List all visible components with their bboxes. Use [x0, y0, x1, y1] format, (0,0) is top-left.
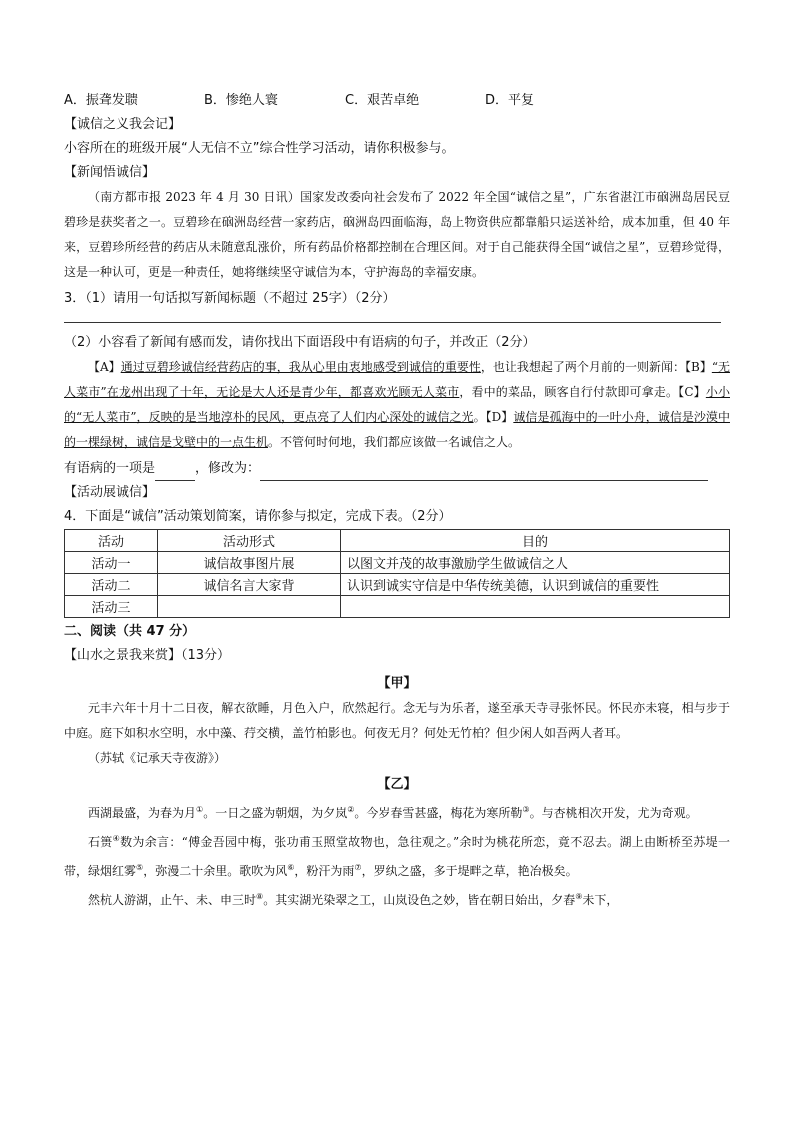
answer-line-3-1[interactable] — [64, 321, 721, 323]
sentence-a: 通过豆碧珍诚信经营药店的事，我从心里由衷地感受到诚信的重要性 — [120, 360, 481, 374]
yi-label: 【乙】 — [377, 777, 417, 792]
footnote-mark: ② — [347, 805, 355, 814]
section-reading-heading: 二、阅读（共 47 分） — [64, 624, 196, 639]
sentence-d-tag: 【D】 — [485, 410, 514, 424]
jia-source: （苏轼《记承天寺夜游》） — [88, 751, 227, 765]
section-activity-heading: 【活动展诚信】 — [64, 485, 156, 500]
answer-mid: ，修改为： — [195, 461, 261, 476]
yi-text: ，弥漫二十余里。歌吹为风 — [143, 864, 288, 878]
table-cell-blank[interactable] — [341, 596, 730, 618]
sentence-c-tag: 【C】 — [678, 385, 706, 399]
yi-text: 未下， — [582, 893, 619, 907]
table-cell: 活动三 — [65, 596, 158, 618]
option-b: B．惨绝人寰 — [204, 93, 278, 108]
yi-text: 。与杏桃相次开发，尤为奇观。 — [529, 806, 698, 820]
table-cell: 诚信名言大家背 — [158, 574, 341, 596]
question-4: 4．下面是“诚信”活动策划简案，请你参与拟定，完成下表。（2分） — [64, 509, 452, 524]
table-header: 目的 — [341, 530, 730, 552]
sentence-d-tail: 。不管何时何地，我们都应该做一名诚信之人。 — [268, 435, 521, 449]
yi-text: 。今岁春雪甚盛，梅花为寒所勒 — [354, 806, 523, 820]
yi-paragraph-3 — [64, 884, 730, 913]
jia-text: 元丰六年十月十二日夜，解衣欲睡，月色入户，欣然起行。念无与为乐者，遂至承天寺寻张怀民。怀民亦未寝，相与步于中庭。庭下如积水空明，水中藻、荇交横，盖竹柏影也。何夜无月？何处无竹柏？但少闲人如吾两人者耳。 — [64, 701, 730, 740]
table-cell: 活动二 — [65, 574, 158, 596]
table-header: 活动形式 — [158, 530, 341, 552]
activity-intro: 小容所在的班级开展“人无信不立”综合性学习活动，请你积极参与。 — [64, 141, 455, 156]
section-chengxin-heading: 【诚信之义我会记】 — [64, 117, 182, 132]
sentence-a-tail: ，也让我想起了两个月前的一则新闻： — [480, 360, 685, 374]
yi-text: 。一日之盛为朝烟，为夕岚 — [203, 806, 348, 820]
table-cell: 活动一 — [65, 552, 158, 574]
footnote-mark: ③ — [522, 805, 530, 814]
footnote-mark: ⑦ — [354, 863, 362, 872]
table-row — [65, 596, 730, 618]
option-c: C．艰苦卓绝 — [345, 93, 420, 108]
yi-paragraph-1 — [64, 797, 730, 826]
footnote-mark: ④ — [112, 834, 121, 843]
footnote-mark: ① — [196, 805, 204, 814]
table-cell: 诚信故事图片展 — [158, 552, 341, 574]
yi-paragraph-2 — [64, 826, 730, 884]
yi-text: 然杭人游湖，止午、未、申三时 — [88, 893, 257, 907]
footnote-mark: ⑨ — [575, 892, 583, 901]
table-cell-blank[interactable] — [158, 596, 341, 618]
yi-text: 数为余言：“傅金吾园中梅，张功甫玉照堂故物也，急往观之。”余时为桃花所恋，竟不忍去。湖上由断桥至苏堤一带，绿烟红雾 — [64, 835, 730, 878]
footnote-mark: ⑥ — [287, 863, 295, 872]
sentence-b: “无人菜市”在龙州出现了十年，无论是大人还是青少年，都喜欢光顾无人菜市 — [64, 360, 730, 399]
question-3-2: （2）小容看了新闻有感而发，请你找出下面语段中有语病的句子，并改正（2分） — [64, 335, 536, 350]
table-header: 活动 — [65, 530, 158, 552]
footnote-mark: ⑧ — [256, 892, 264, 901]
jia-label: 【甲】 — [377, 676, 417, 691]
option-a: A．振聋发聩 — [64, 93, 138, 108]
table-header-row — [65, 530, 730, 552]
section-news-heading: 【新闻悟诚信】 — [64, 165, 156, 180]
sentence-c-tail: 。 — [473, 410, 486, 424]
sentence-b-tail: ，看中的菜品，顾客自行付款即可拿走。 — [459, 385, 679, 399]
table-cell: 认识到诚实守信是中华传统美德，认识到诚信的重要性 — [341, 574, 730, 596]
table-row — [65, 574, 730, 596]
exam-page — [64, 88, 730, 913]
answer-blank-option[interactable] — [155, 466, 195, 481]
table-cell: 以图文并茂的故事激励学生做诚信之人 — [341, 552, 730, 574]
diagnosis-passage — [64, 355, 730, 455]
news-paragraph: （南方都市报 2023 年 4 月 30 日讯）国家发改委向社会发布了 2022 年全国“诚信之星”，广东省湛江市硇洲岛居民豆碧珍是获奖者之一。豆碧珍在硇洲岛经营一家药店，硇洲岛四面临海，岛上物资供应都靠船只运送补给，成本加重，但 40 年来，豆碧珍所经营的药店从未随意乱涨价，所有药品价格都控制在合理区间。对于自己能获得全国“诚信之星”，豆碧珍觉得，这是一种认可，更是一种责任，她将继续坚守诚信为本，守护海岛的幸福安康。 — [64, 190, 730, 279]
sentence-c: 小小的“无人菜市”，反映的是当地淳朴的民风，更点亮了人们内心深处的诚信之光 — [64, 385, 730, 424]
section-shanshui-heading: 【山水之景我来赏】（13分） — [64, 648, 231, 663]
yi-text: ，罗纨之盛，多于堤畔之草，艳冶极矣。 — [361, 864, 578, 878]
options-row — [64, 89, 730, 113]
footnote-mark: ⑤ — [136, 863, 144, 872]
yi-text: ，粉汗为雨 — [294, 864, 355, 878]
yi-text: 石篑 — [88, 835, 113, 849]
answer-blank-correction[interactable] — [260, 466, 708, 481]
question-3-1: 3．（1）请用一句话拟写新闻标题（不超过 25字）（2分） — [64, 291, 396, 306]
table-row — [65, 552, 730, 574]
sentence-b-tag: 【B】 — [684, 360, 712, 374]
answer-prefix: 有语病的一项是 — [64, 461, 156, 476]
yi-text: 。其实湖光染翠之工，山岚设色之妙，皆在朝日始出，夕舂 — [263, 893, 576, 907]
activity-table — [64, 529, 730, 618]
option-d: D．平复 — [485, 93, 535, 108]
sentence-a-tag: 【A】 — [88, 360, 121, 374]
sentence-d: 诚信是孤海中的一叶小舟，诚信是沙漠中的一棵绿树，诚信是戈壁中的一点生机 — [64, 410, 730, 449]
answer-row — [64, 457, 730, 481]
yi-text: 西湖最盛，为春为月 — [88, 806, 197, 820]
